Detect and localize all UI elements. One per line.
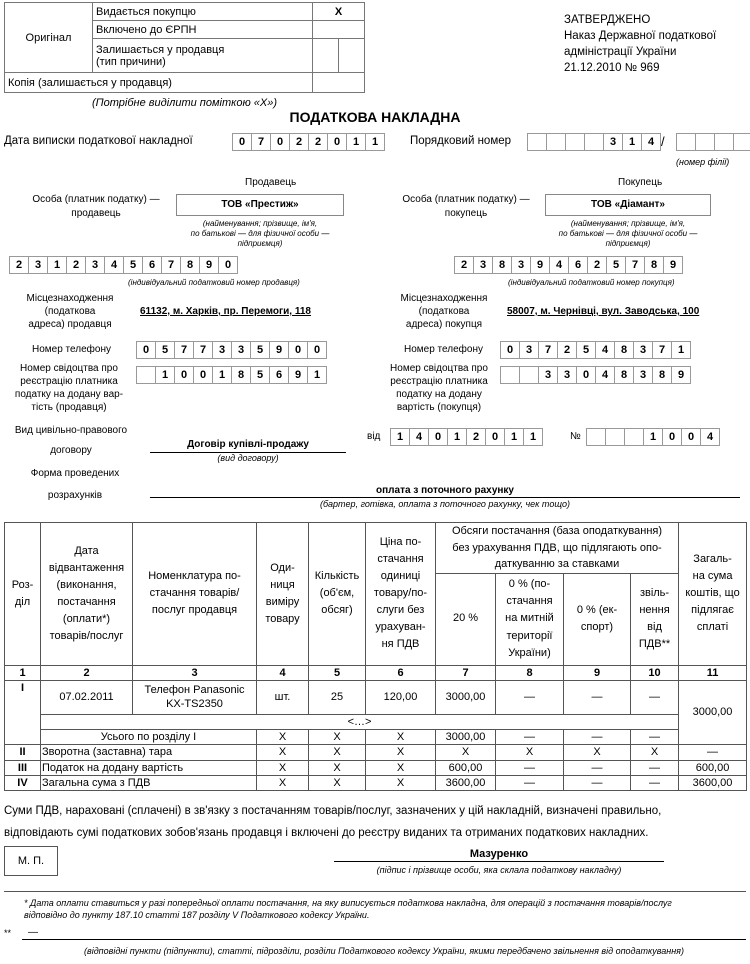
buyer-address-label: Місцезнаходження (податкова адреса) покупця [400,293,488,330]
digit-cell[interactable] [519,366,539,384]
col-price-header: Ціна по- стачання одиниці товару/по- слуги без урахуван- ня ПДВ [366,523,436,666]
digit-cell[interactable] [676,133,696,151]
digit-cell[interactable] [527,133,547,151]
col-num: 7 [436,665,496,680]
digit-cell[interactable]: 1 [365,133,385,151]
col-num: 6 [366,665,436,680]
date-cells[interactable] [232,133,384,151]
statement [4,800,746,844]
digit-cell[interactable]: 9 [288,366,308,384]
branch-note: (номер філії) [676,157,730,167]
row-export[interactable]: — [564,680,631,714]
grand-c8: — [496,775,564,790]
original-label: Оригінал [5,3,93,73]
digit-cell[interactable]: 2 [308,133,328,151]
seller-name[interactable]: ТОВ «Престиж» [176,194,344,216]
digit-cell[interactable]: 3 [519,341,539,359]
col-num: 5 [309,665,366,680]
contract-type-note: (вид договору) [217,453,279,463]
seller-person-label: Особа (платник податку) — продавець [32,194,160,219]
footnote-2-line [22,939,746,940]
seller-ipn-note: (індивідуальний податковий номер продавця) [128,278,300,287]
footnote-2-note: (відповідні пункти (підпункти), статті, підрозділи, розділи Податкового кодексу України, якими передбачено звільнення від оподаткування) [84,946,684,956]
col-num: 1 [5,665,41,680]
digit-cell[interactable]: 1 [307,366,327,384]
date-label: Дата виписки податкової накладної [4,135,193,147]
contract-number-cells[interactable] [586,428,719,446]
digit-cell[interactable]: 4 [641,133,661,151]
row-unit[interactable]: шт. [257,680,309,714]
digit-cell[interactable]: 7 [538,341,558,359]
branch-cells[interactable] [676,133,750,151]
digit-cell[interactable]: 6 [568,256,588,274]
col-num: 8 [496,665,564,680]
row-base-20[interactable]: 3000,00 [436,680,496,714]
digit-cell[interactable]: 0 [288,341,308,359]
footnote-divider [4,891,746,892]
copy-label: Копія (залишається у продавця) [5,73,313,93]
stamp-box: М. П. [4,846,58,876]
digit-cell[interactable]: 6 [142,256,162,274]
copy-mark[interactable] [313,73,365,93]
buyer-cert-label: Номер свідоцтва про реєстрацію платника податку на додану вартість (покупця) [390,363,488,413]
digit-cell[interactable]: 1 [447,428,467,446]
payment-label: Форма проведених розрахунків [30,468,120,501]
digit-cell[interactable] [714,133,734,151]
grand-c9: — [564,775,631,790]
buyer-cert-cells[interactable] [500,366,690,384]
grand-c4: X [257,775,309,790]
digit-cell[interactable]: 2 [289,133,309,151]
section-i: I [5,680,41,745]
stays-mark-b[interactable] [339,39,365,73]
tare-c5: X [309,745,366,760]
digit-cell[interactable]: 3 [212,341,232,359]
digit-cell[interactable]: 5 [606,256,626,274]
approved-title: ЗАТВЕРДЖЕНО [564,14,651,26]
issued-to-buyer-label: Видається покупцю [93,3,313,21]
col-num: 3 [133,665,257,680]
col-qty-header: Кількість (об'єм, обсяг) [309,523,366,666]
grand-c6: X [366,775,436,790]
digit-cell[interactable]: 0 [307,341,327,359]
digit-cell[interactable]: 3 [473,256,493,274]
digit-cell[interactable]: 3 [633,341,653,359]
buyer-ipn-cells[interactable] [454,256,682,274]
col-exempt-header: звіль- нення від ПДВ** [631,573,679,665]
footnote-1-line-1: * Дата оплати ставиться у разі попередньої оплати постачання, на яку виписується податкова накладна, для операцій з постачання товарів/послуг [24,898,672,908]
digit-cell[interactable]: 3 [231,341,251,359]
digit-cell[interactable]: 3 [603,133,623,151]
col-base-header: Обсяги постачання (база оподаткування) без урахування ПДВ, що підлягають опо- даткуванню за ставками [436,523,679,574]
grand-total-label: Загальна сума з ПДВ [41,775,257,790]
subtotal-unit: X [257,730,309,745]
digit-cell[interactable]: 4 [595,341,615,359]
digit-cell[interactable] [136,366,156,384]
digit-cell[interactable]: 8 [652,366,672,384]
tare-c6: X [366,745,436,760]
digit-cell[interactable]: 5 [250,341,270,359]
digit-cell[interactable]: 5 [155,341,175,359]
seller-cert-label: Номер свідоцтва про реєстрацію платника податку на додану вар- тість (продавця) [14,363,124,413]
goods-table [4,522,747,791]
seller-address-label: Місцезнаходження (податкова адреса) продавця [26,293,114,330]
digit-cell[interactable]: 0 [218,256,238,274]
contract-no-label: № [570,431,581,442]
digit-cell[interactable]: 5 [123,256,143,274]
serial-cells[interactable] [527,133,660,151]
contract-type[interactable]: Договір купівлі-продажу [187,439,309,450]
tare-c10: X [631,745,679,760]
subtotal-qty: X [309,730,366,745]
vat-c5: X [309,760,366,775]
row-ellipsis: <…> [41,714,679,729]
vat-c4: X [257,760,309,775]
digit-cell[interactable]: 7 [193,341,213,359]
buyer-address[interactable]: 58007, м. Чернівці, вул. Заводська, 100 [507,306,700,317]
buyer-name[interactable]: ТОВ «Діамант» [545,194,711,216]
tare-c8: X [496,745,564,760]
digit-cell[interactable]: 0 [576,366,596,384]
digit-cell[interactable]: 1 [212,366,232,384]
digit-cell[interactable]: 9 [663,256,683,274]
row-item[interactable]: Телефон Panasonic KX-TS2350 [133,680,257,714]
approved-date: 21.12.2010 № 969 [564,62,660,74]
vat-c6: X [366,760,436,775]
digit-cell[interactable] [605,428,625,446]
digit-cell[interactable]: 1 [504,428,524,446]
digit-cell[interactable]: 0 [193,366,213,384]
contract-label: Вид цивільно-правового договору [14,425,128,456]
digit-cell[interactable] [565,133,585,151]
digit-cell[interactable] [546,133,566,151]
digit-cell[interactable]: 9 [199,256,219,274]
tare-c11: — [679,745,747,760]
digit-cell[interactable]: 2 [66,256,86,274]
grand-c11[interactable]: 3600,00 [679,775,747,790]
footnote-1-line-2: відповідно до пункту 187.10 статті 187 розділу V Податкового кодексу України. [24,910,370,920]
digit-cell[interactable]: 1 [643,428,663,446]
digit-cell[interactable] [586,428,606,446]
digit-cell[interactable]: 1 [671,341,691,359]
digit-cell[interactable]: 3 [633,366,653,384]
section-iv: IV [5,775,41,790]
digit-cell[interactable]: 3 [85,256,105,274]
approved-agency: адміністрації України [564,46,677,58]
stays-mark-a[interactable] [313,39,339,73]
col-unit-header: Оди- ниця виміру товару [257,523,309,666]
grand-c7[interactable]: 3600,00 [436,775,496,790]
vat-c7[interactable]: 600,00 [436,760,496,775]
digit-cell[interactable]: 8 [614,341,634,359]
digit-cell[interactable]: 4 [549,256,569,274]
digit-cell[interactable]: 0 [681,428,701,446]
vat-label: Податок на додану вартість [41,760,257,775]
seller-address[interactable]: 61132, м. Харків, пр. Перемоги, 118 [140,306,311,317]
digit-cell[interactable]: 7 [625,256,645,274]
digit-cell[interactable]: 0 [485,428,505,446]
seller-phone-cells[interactable] [136,341,326,359]
digit-cell[interactable]: 0 [174,366,194,384]
digit-cell[interactable]: 8 [492,256,512,274]
original-copy-block [4,2,365,93]
subtotal-price: X [366,730,436,745]
payment-form-note: (бартер, готівка, оплата з поточного рахунку, чек тощо) [319,499,570,509]
digit-cell[interactable]: 1 [346,133,366,151]
footnote-1 [24,897,746,921]
subtotal-base-0: — [496,730,564,745]
payment-form-line [150,497,740,498]
approved-block [564,12,716,76]
col-item-header: Номенклатура по- стачання товарів/ послуг продавця [133,523,257,666]
digit-cell[interactable]: 0 [270,133,290,151]
seller-name-note: (найменування; прізвище, ім'я, по батькові — для фізичної особи — підприємця) [190,219,330,248]
digit-cell[interactable] [500,366,520,384]
digit-cell[interactable]: 9 [269,341,289,359]
subtotal-base-20: 3000,00 [436,730,496,745]
col-total-header: Загаль- на сума коштів, що підлягає сплаті [679,523,747,666]
digit-cell[interactable]: 0 [232,133,252,151]
digit-cell[interactable]: 1 [47,256,67,274]
digit-cell[interactable]: 2 [454,256,474,274]
col-vat0-domestic-header: 0 % (по- стачання на митній території України) [496,573,564,665]
tare-c9: X [564,745,631,760]
digit-cell[interactable]: 0 [662,428,682,446]
col-vat20-header: 20 % [436,573,496,665]
buyer-ipn-note: (індивідуальний податковий номер покупця) [508,278,675,287]
digit-cell[interactable] [624,428,644,446]
footnote-2-value[interactable]: — [28,927,38,938]
serial-label: Порядковий номер [410,135,512,147]
buyer-header: Покупець [618,177,663,188]
digit-cell[interactable]: 3 [28,256,48,274]
digit-cell[interactable]: 1 [390,428,410,446]
included-erpn-mark[interactable] [313,21,365,39]
subtotal-label: Усього по розділу I [41,730,257,745]
subtotal-export: — [564,730,631,745]
buyer-phone-label: Номер телефону [404,344,483,355]
vat-c11[interactable]: 600,00 [679,760,747,775]
digit-cell[interactable]: 1 [155,366,175,384]
row-total[interactable]: 3000,00 [679,680,747,745]
issued-to-buyer-mark[interactable]: X [313,3,365,21]
vat-c10: — [631,760,679,775]
footnote-2-mark: ** [4,928,12,938]
seller-header: Продавець [245,177,297,188]
digit-cell[interactable]: 2 [9,256,29,274]
statement-line-2: відповідають сумі податкових зобов'язань продавця і включені до реєстру виданих та отриманих податкових накладних. [4,827,649,839]
signer-line [334,861,664,862]
signer-note: (підпис і прізвище особи, яка склала податкову накладну) [376,865,622,875]
digit-cell[interactable]: 0 [327,133,347,151]
digit-cell[interactable]: 3 [557,366,577,384]
col-num: 10 [631,665,679,680]
included-erpn-label: Включено до ЄРПН [93,21,313,39]
digit-cell[interactable]: 1 [523,428,543,446]
digit-cell[interactable] [695,133,715,151]
digit-cell[interactable]: 3 [538,366,558,384]
section-iii: III [5,760,41,775]
grand-c5: X [309,775,366,790]
digit-cell[interactable]: 7 [161,256,181,274]
buyer-phone-cells[interactable] [500,341,690,359]
digit-cell[interactable]: 0 [136,341,156,359]
tare-c4: X [257,745,309,760]
digit-cell[interactable]: 6 [269,366,289,384]
buyer-name-note: (найменування; прізвище, ім'я, по батькові — для фізичної особи — підприємця) [558,219,698,248]
vat-c9: — [564,760,631,775]
digit-cell[interactable]: 2 [466,428,486,446]
row-price[interactable]: 120,00 [366,680,436,714]
buyer-person-label: Особа (платник податку) — покупець [402,194,530,219]
col-num: 11 [679,665,747,680]
col-num: 2 [41,665,133,680]
digit-cell[interactable] [584,133,604,151]
seller-phone-label: Номер телефону [32,344,111,355]
digit-cell[interactable]: 2 [587,256,607,274]
vat-c8: — [496,760,564,775]
digit-cell[interactable]: 8 [231,366,251,384]
mark-note: (Потрібне виділити поміткою «Х») [92,97,278,109]
digit-cell[interactable]: 8 [614,366,634,384]
digit-cell[interactable]: 0 [500,341,520,359]
digit-cell[interactable]: 5 [576,341,596,359]
stays-with-seller-label: Залишається у продавця (тип причини) [93,39,313,73]
digit-cell[interactable]: 1 [622,133,642,151]
row-date[interactable]: 07.02.2011 [41,680,133,714]
digit-cell[interactable]: 9 [530,256,550,274]
digit-cell[interactable]: 0 [428,428,448,446]
digit-cell[interactable]: 4 [409,428,429,446]
grand-c10: — [631,775,679,790]
digit-cell[interactable]: 5 [250,366,270,384]
digit-cell[interactable]: 8 [180,256,200,274]
col-section-header: Роз- діл [5,523,41,666]
contract-date-cells[interactable] [390,428,542,446]
digit-cell[interactable]: 2 [557,341,577,359]
digit-cell[interactable]: 4 [700,428,720,446]
digit-cell[interactable]: 8 [644,256,664,274]
col-vat0-export-header: 0 % (ек- спорт) [564,573,631,665]
subtotal-exempt: — [631,730,679,745]
seller-ipn-cells[interactable] [9,256,237,274]
tare-c7: X [436,745,496,760]
seller-cert-cells[interactable] [136,366,326,384]
serial-slash: / [661,134,665,149]
digit-cell[interactable]: 3 [511,256,531,274]
approved-order: Наказ Державної податкової [564,30,717,42]
digit-cell[interactable]: 9 [671,366,691,384]
tare-label: Зворотна (заставна) тара [41,745,257,760]
section-ii: II [5,745,41,760]
row-exempt[interactable]: — [631,680,679,714]
page-title: ПОДАТКОВА НАКЛАДНА [289,109,461,125]
contract-from-label: від [367,431,381,442]
digit-cell[interactable]: 4 [104,256,124,274]
col-date-header: Дата відвантаження (виконання, постачання (оплати*) товарів/послуг [41,523,133,666]
row-qty[interactable]: 25 [309,680,366,714]
statement-line-1: Суми ПДВ, нараховані (сплачені) в зв'язку з постачанням товарів/послуг, зазначених у цій накладній, визначені правильно, [4,805,662,817]
col-num: 9 [564,665,631,680]
signer-name[interactable]: Мазуренко [469,848,529,860]
digit-cell[interactable]: 4 [595,366,615,384]
col-num: 4 [257,665,309,680]
row-base-0[interactable]: — [496,680,564,714]
payment-form[interactable]: оплата з поточного рахунку [376,485,514,496]
digit-cell[interactable]: 7 [652,341,672,359]
digit-cell[interactable] [733,133,750,151]
digit-cell[interactable]: 7 [174,341,194,359]
digit-cell[interactable]: 7 [251,133,271,151]
